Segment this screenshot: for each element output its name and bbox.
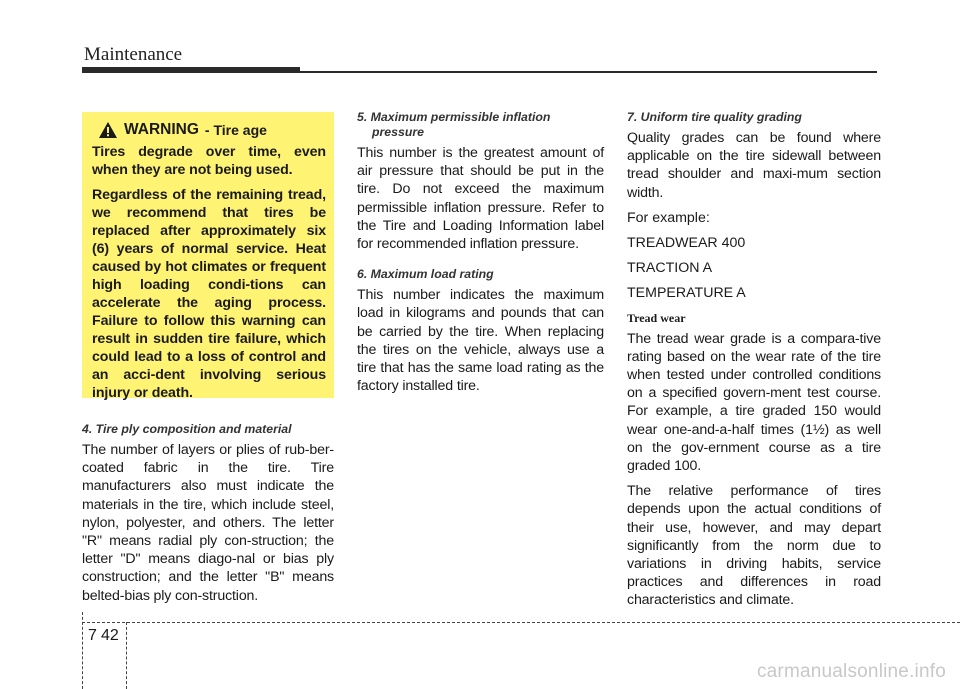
warning-box xyxy=(82,112,334,401)
column-right xyxy=(627,110,881,617)
header-rule-thick xyxy=(82,67,300,73)
footer-rule-horizontal xyxy=(82,622,960,623)
section-6-text: This number indicates the maximum load in kilograms and pounds that can be carried by the tire. When replacing the tires on the vehicle, always use a tire that has the same load rating as the factory installed tire. xyxy=(357,287,604,395)
warning-triangle-icon xyxy=(98,121,118,139)
warning-subtitle: - Tire age xyxy=(204,122,267,138)
chapter-number: 7 xyxy=(88,627,97,644)
column-left xyxy=(82,422,334,612)
section-7-title: 7. Uniform tire quality grading xyxy=(627,110,802,124)
page-number: 42 xyxy=(101,627,119,644)
warning-paragraph: Regardless of the remaining tread, we recommend that tires be replaced after approximately six (6) years of normal service. Heat caused by hot climates or frequent high loading condi-tions can accelerate the aging process. Failure to follow this warning can result in sudden tire failure, which could lead to a loss of control and an acci-dent involving serious injury or death. xyxy=(92,187,326,401)
warning-paragraph: Tires degrade over time, even when they are not being used. xyxy=(92,144,326,178)
header-rule-thin xyxy=(300,71,877,73)
watermark: carmanualsonline.info xyxy=(756,661,946,682)
treadwear-title: Tread wear xyxy=(627,310,686,325)
example-line: TREADWEAR 400 xyxy=(627,235,746,252)
treadwear-text: The tread wear grade is a compara-tive rating based on the wear rate of the tire when tested under controlled conditions on a specified govern-ment test course. For example, a tire graded 150 would wear one-and-a-half times (1½) as well on the gov-ernment course as a tire graded 100. xyxy=(627,330,881,475)
section-6-title: 6. Maximum load rating xyxy=(357,267,494,282)
warning-label: WARNING xyxy=(124,121,199,138)
example-label: For example: xyxy=(627,209,710,226)
section-4-title: 4. Tire ply composition and material xyxy=(82,422,292,436)
section-7-text: Quality grades can be found where applicable on the tire sidewall between tread shoulder and maxi-mum section width. xyxy=(627,130,881,201)
section-5-text: This number is the greatest amount of air pressure that should be put in the tire. Do not exceed the maximum permissible inflation pressure. Refer to the Tire and Loading Information label for recommended inflation pressure. xyxy=(357,145,604,253)
footer-rule-vertical xyxy=(82,612,83,689)
example-line: TRACTION A xyxy=(627,260,713,277)
example-line: TEMPERATURE A xyxy=(627,285,746,302)
section-4-text: The number of layers or plies of rub-ber-coated fabric in the tire. Tire manufacturers also must indicate the materials in the tire, which include steel, nylon, polyester, and others. The letter "R" means radial ply con-struction; the letter "D" means diago-nal or bias ply construction; and the letter "B" means belted-bias ply con-struction. xyxy=(82,442,334,604)
treadwear-text: The relative performance of tires depends upon the actual conditions of their use, however, and may depart significantly from the norm due to variations in driving habits, service practices and differences in road characteristics and climate. xyxy=(627,483,881,609)
warning-heading xyxy=(98,121,326,139)
page-header-title: Maintenance xyxy=(84,44,183,65)
column-middle xyxy=(357,110,604,402)
section-5-title: 5. Maximum permissible inflation pressure xyxy=(357,110,551,139)
footer-rule-vertical xyxy=(126,622,127,689)
